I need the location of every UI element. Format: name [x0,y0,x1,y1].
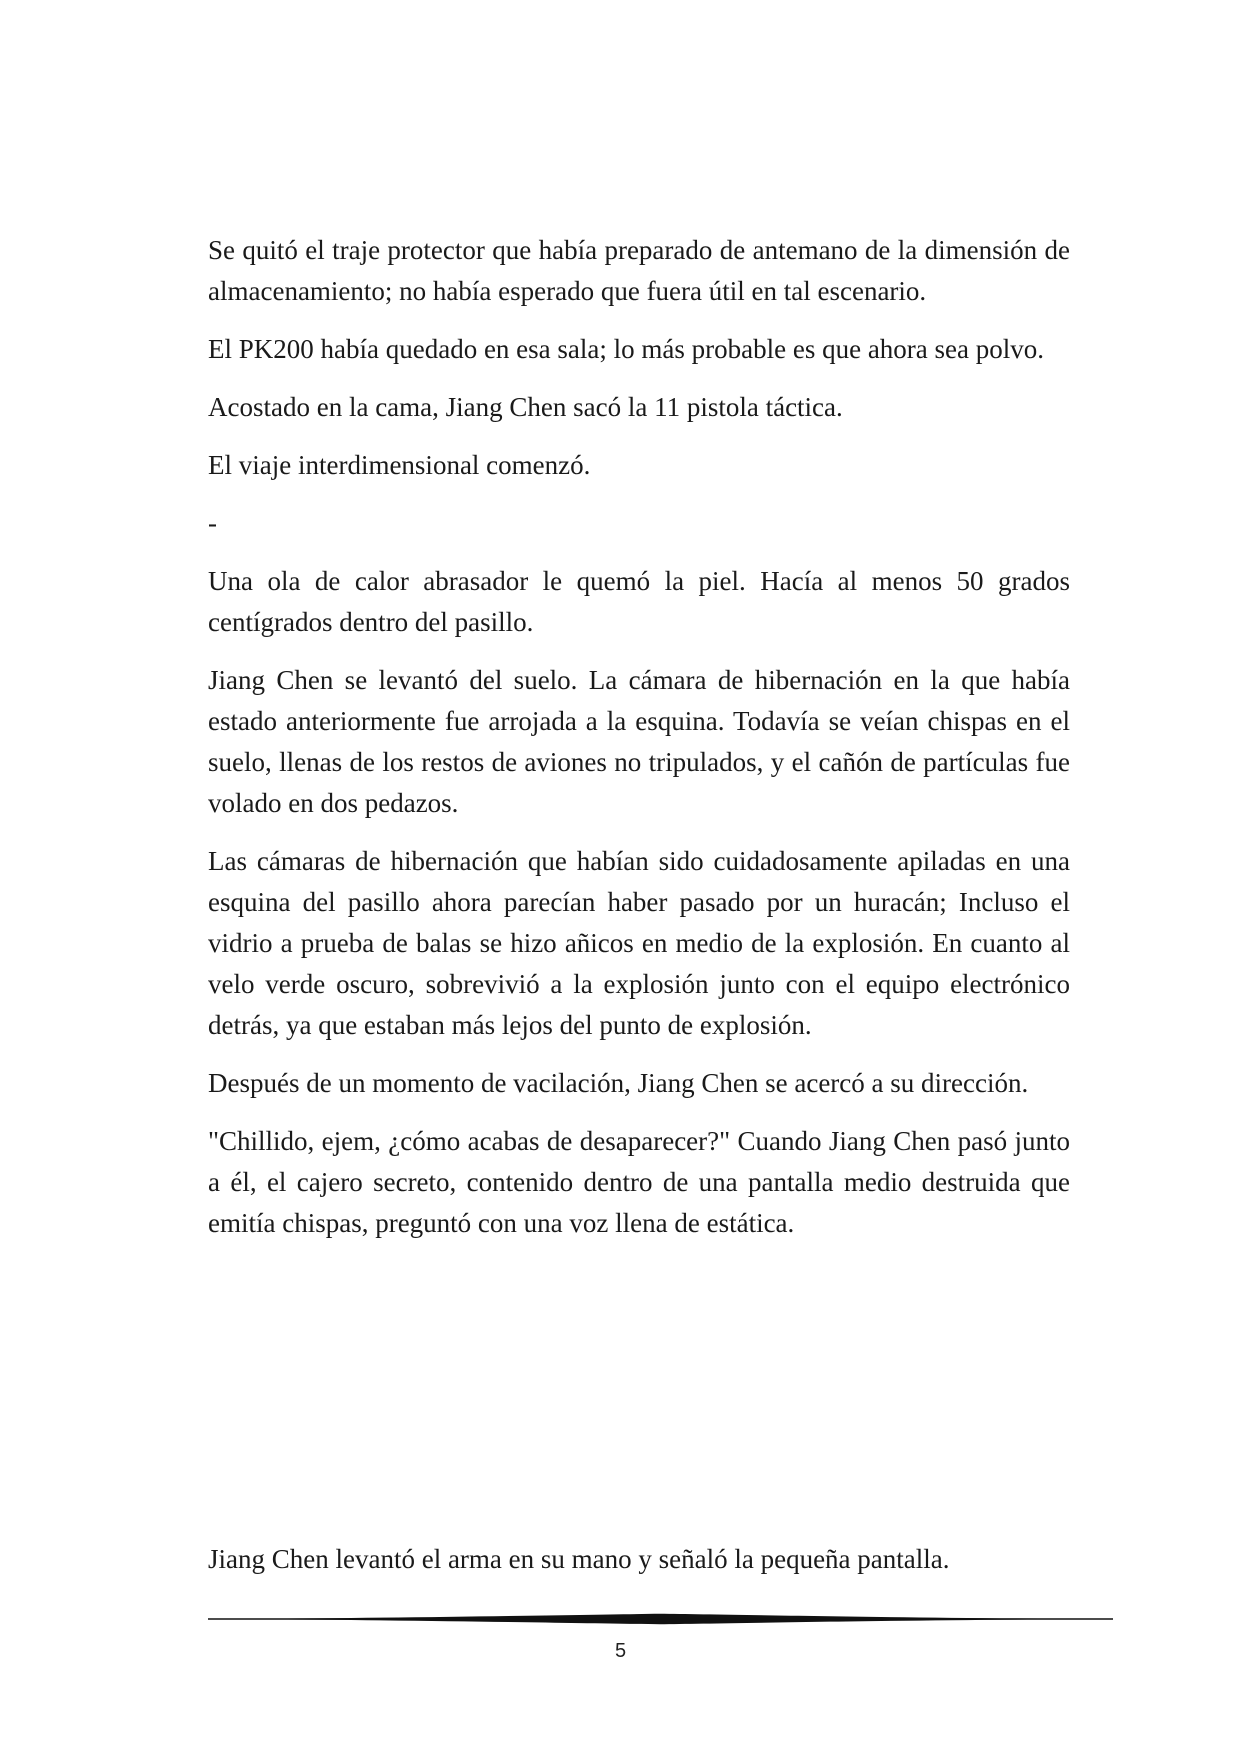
paragraph: Acostado en la cama, Jiang Chen sacó la 11 pistola táctica. [208,392,843,422]
paragraph: Se quitó el traje protector que había preparado de antemano de la dimensión de almacenamiento; no había esperado que fuera útil en tal escenario. [208,235,1070,306]
paragraph: El viaje interdimensional comenzó. [208,450,591,480]
body-text [208,230,1070,1261]
paragraph: "Chillido, ejem, ¿cómo acabas de desaparecer?" Cuando Jiang Chen pasó junto a él, el cajero secreto, contenido dentro de una pantalla medio destruida que emitía chispas, preguntó con una voz llena de estática. [208,1126,1070,1238]
footer-divider [208,1612,1113,1626]
paragraph: Jiang Chen levantó el arma en su mano y señaló la pequeña pantalla. [208,1544,950,1574]
page-number: 5 [614,1640,627,1662]
paragraph: Después de un momento de vacilación, Jiang Chen se acercó a su dirección. [208,1068,1029,1098]
paragraph: Una ola de calor abrasador le quemó la piel. Hacía al menos 50 grados centígrados dentro del pasillo. [208,566,1070,637]
scene-separator: - [208,508,217,538]
paragraph: El PK200 había quedado en esa sala; lo más probable es que ahora sea polvo. [208,334,1044,364]
paragraph: Jiang Chen se levantó del suelo. La cámara de hibernación en la que había estado anteriormente fue arrojada a la esquina. Todavía se veían chispas en el suelo, llenas de los restos de aviones no tripulados, y el cañón de partículas fue volado en dos pedazos. [208,665,1070,818]
paragraph: Las cámaras de hibernación que habían sido cuidadosamente apiladas en una esquina del pasillo ahora parecían haber pasado por un huracán; Incluso el vidrio a prueba de balas se hizo añicos en medio de la explosión. En cuanto al velo verde oscuro, sobrevivió a la explosión junto con el equipo electrónico detrás, ya que estaban más lejos del punto de explosión. [208,846,1070,1040]
